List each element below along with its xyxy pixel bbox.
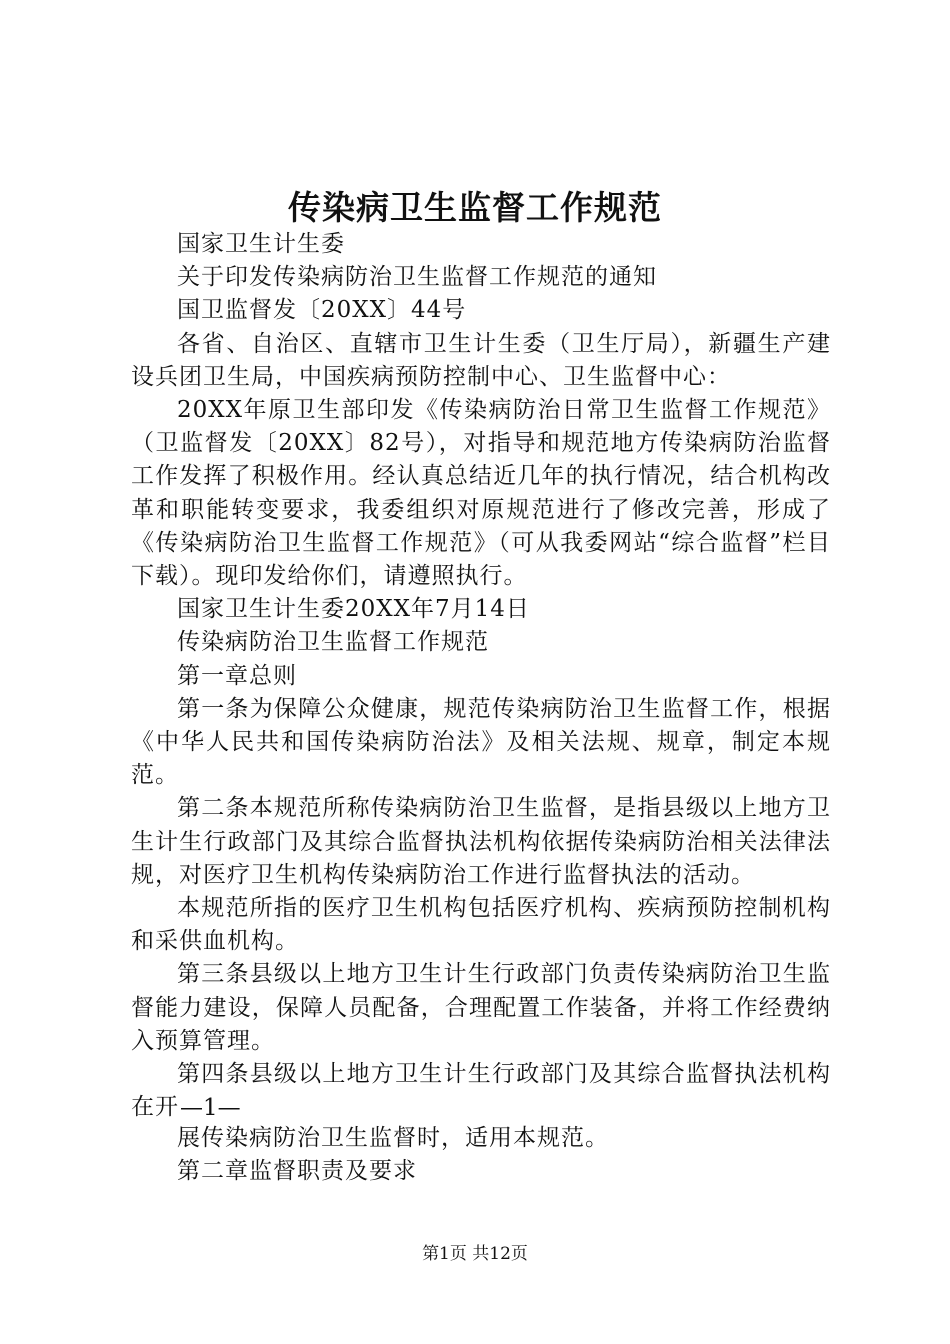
paragraph-article-4-cont: 展传染病防治卫生监督时，适用本规范。	[177, 1125, 609, 1151]
paragraph-article-3: 第三条县级以上地方卫生计生行政部门负责传染病防治卫生监督能力建设，保障人员配备，合理配置工作装备，并将工作经费纳入预算管理。	[131, 961, 831, 1054]
paragraph-article-4: 第四条县级以上地方卫生计生行政部门及其综合监督执法机构在开	[131, 1061, 831, 1121]
paragraph-doc-number: 国卫监督发〔20XX〕44号	[177, 297, 467, 324]
paragraph-article-2-scope: 本规范所指的医疗卫生机构包括医疗机构、疾病预防控制机构和采供血机构。	[131, 895, 831, 955]
paragraph-issuer: 国家卫生计生委	[177, 231, 345, 257]
paragraph-signature-date: 国家卫生计生委20XX年7月14日	[177, 596, 530, 623]
document-title: 传染病卫生监督工作规范	[288, 188, 662, 227]
paragraph-notice-body: 20XX年原卫生部印发《传染病防治日常卫生监督工作规范》（卫监督发〔20XX〕82号），对指导和规范地方传染病防治监督工作发挥了积极作用。经认真总结近几年的执行情况，结合机构改革和职能转变要求，我委组织对原规范进行了修改完善，形成了《传染病防治卫生监督工作规范》（可从我委网站“综合监督”栏目下载）。现印发给你们，请遵照执行。	[131, 397, 831, 590]
document-body	[131, 228, 831, 1124]
paragraph-chapter-1: 第一章总则	[177, 662, 297, 689]
paragraph-article-2: 第二条本规范所称传染病防治卫生监督，是指县级以上地方卫生计生行政部门及其综合监督执法机构依据传染病防治相关法律法规，对医疗卫生机构传染病防治工作进行监督执法的活动。	[131, 795, 831, 888]
inline-page-number: —1—	[180, 1095, 241, 1121]
page-footer: 第1页 共12页	[422, 1244, 528, 1264]
paragraph-notice-title: 关于印发传染病防治卫生监督工作规范的通知	[177, 264, 657, 291]
document-body-continued	[131, 1122, 831, 1188]
paragraph-spec-title: 传染病防治卫生监督工作规范	[177, 629, 489, 656]
paragraph-addressees: 各省、自治区、直辖市卫生计生委（卫生厅局），新疆生产建设兵团卫生局，中国疾病预防控制中心、卫生监督中心：	[131, 330, 831, 390]
paragraph-article-1: 第一条为保障公众健康，规范传染病防治卫生监督工作，根据《中华人民共和国传染病防治法》及相关法规、规章，制定本规范。	[131, 695, 831, 789]
paragraph-chapter-2: 第二章监督职责及要求	[177, 1158, 417, 1185]
